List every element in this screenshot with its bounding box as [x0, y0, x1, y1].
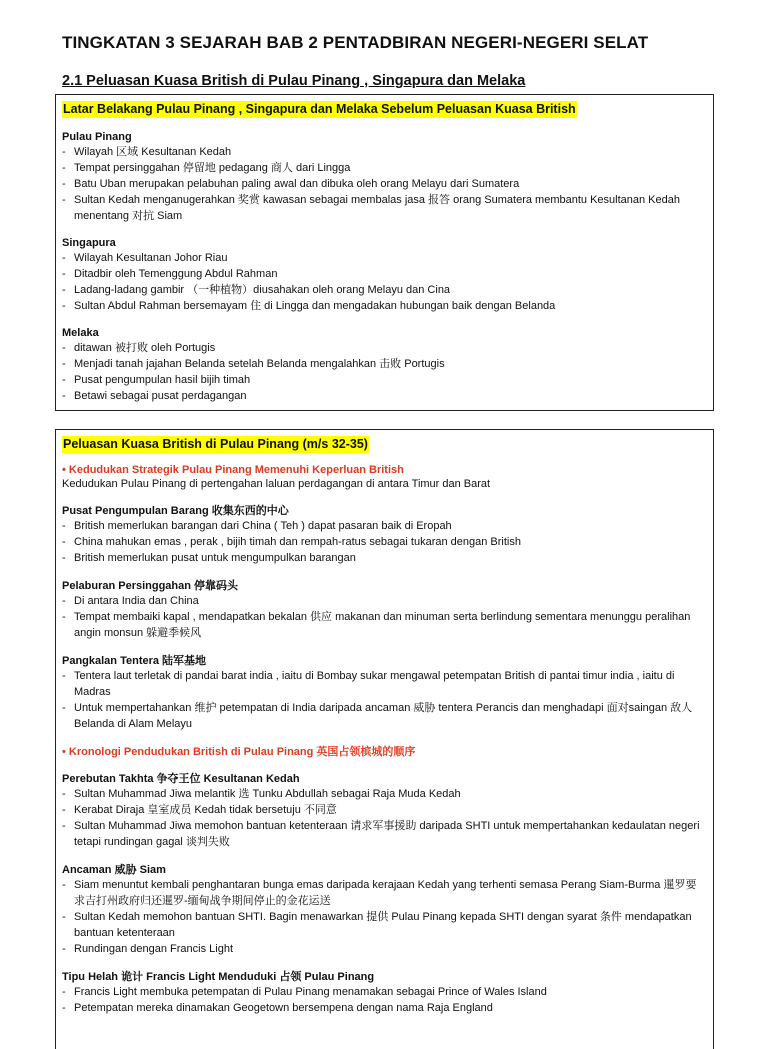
bullet-item: - Petempatan mereka dinamakan Geogetown bersempena dengan nama Raja England	[62, 1000, 707, 1016]
box2-sections-b	[62, 772, 707, 1016]
bullet-item: - Di antara India dan China	[62, 593, 707, 609]
bullet-list	[62, 518, 707, 566]
bullet-item: - China mahukan emas , perak , bijih timah dan rempah-ratus sebagai tukaran dengan British	[62, 534, 707, 550]
section-heading: Ancaman 威胁 Siam	[62, 864, 166, 876]
section-heading: Pusat Pengumpulan Barang 收集东西的中心	[62, 505, 289, 517]
section-heading: Perebutan Takhta 争夺王位 Kesultanan Kedah	[62, 773, 300, 785]
background-box	[55, 94, 714, 411]
bullet-list	[62, 984, 707, 1016]
bullet-item: - Francis Light membuka petempatan di Pulau Pinang menamakan sebagai Prince of Wales Island	[62, 984, 707, 1000]
section	[62, 504, 707, 566]
bullet-item: - Sultan Kedah memohon bantuan SHTI. Bagin menawarkan 提供 Pulau Pinang kepada SHTI dengan syarat 条件 mendapatkan bantuan ketenteraan	[62, 909, 707, 941]
section	[62, 863, 707, 957]
bullet-item: - Ladang-ladang gambir （一种植物）diusahakan oleh orang Melayu dan Cina	[62, 282, 707, 298]
point-chronology: • Kronologi Pendudukan British di Pulau Pinang 英国占领槟城的顺序	[62, 746, 416, 758]
section	[62, 130, 707, 224]
bullet-item: - Wilayah 区域 Kesultanan Kedah	[62, 144, 707, 160]
bullet-item: - Menjadi tanah jajahan Belanda setelah Belanda mengalahkan 击败 Portugis	[62, 356, 707, 372]
bullet-item: - Tentera laut terletak di pandai barat india , iaitu di Bombay sukar mengawal petempatan British di pantai timur india , iaitu di Madras	[62, 668, 707, 700]
section	[62, 236, 707, 314]
bullet-item: - Sultan Muhammad Jiwa memohon bantuan ketenteraan 请求军事援助 daripada SHTI untuk mempertahankan kedaulatan negeri tetapi rundingan gagal 谈判失败	[62, 818, 707, 850]
bullet-item: - Betawi sebagai pusat perdagangan	[62, 388, 707, 404]
section	[62, 654, 707, 732]
box1-heading: Latar Belakang Pulau Pinang , Singapura dan Melaka Sebelum Peluasan Kuasa British	[63, 102, 576, 116]
bullet-item: - Tempat membaiki kapal , mendapatkan bekalan 供应 makanan dan minuman serta berlindung sementara menunggu peralihan angin monsun 躲避季候风	[62, 609, 707, 641]
bullet-item: - Sultan Abdul Rahman bersemayam 住 di Lingga dan mengadakan hubungan baik dengan Belanda	[62, 298, 707, 314]
penang-expansion-box	[55, 429, 714, 1049]
point-strategic-position: • Kedudukan Strategik Pulau Pinang Memenuhi Keperluan British	[62, 464, 404, 476]
bullet-list	[62, 877, 707, 957]
section	[62, 579, 707, 641]
bullet-item: - Wilayah Kesultanan Johor Riau	[62, 250, 707, 266]
bullet-item: - British memerlukan pusat untuk mengumpulkan barangan	[62, 550, 707, 566]
section-heading: Singapura	[62, 237, 116, 249]
point-strategic-text: Kedudukan Pulau Pinang di pertengahan laluan perdagangan di antara Timur dan Barat	[62, 478, 491, 490]
bullet-item: - Untuk mempertahankan 维护 petempatan di India daripada ancaman 威胁 tentera Perancis dan menghadapi 面对saingan 敌人 Belanda di Alam Melayu	[62, 700, 707, 732]
bullet-item: - Rundingan dengan Francis Light	[62, 941, 707, 957]
bullet-item: - Kerabat Diraja 皇室成员 Kedah tidak bersetuju 不同意	[62, 802, 707, 818]
bullet-item: - Sultan Kedah menganugerahkan 奖赏 kawasan sebagai membalas jasa 报答 orang Sumatera membantu Kesultanan Kedah menentang 对抗 Siam	[62, 192, 707, 224]
bullet-list	[62, 144, 707, 224]
bullet-list	[62, 250, 707, 314]
section-heading: Pelaburan Persinggahan 停靠码头	[62, 580, 239, 592]
section	[62, 970, 707, 1016]
bullet-item: - ditawan 被打败 oleh Portugis	[62, 340, 707, 356]
section-heading: Pangkalan Tentera 陆军基地	[62, 655, 207, 667]
section-subtitle: 2.1 Peluasan Kuasa British di Pulau Pinang , Singapura dan Melaka	[62, 73, 526, 89]
bullet-list	[62, 668, 707, 732]
section	[62, 326, 707, 404]
section	[62, 772, 707, 850]
bullet-list	[62, 786, 707, 850]
section-heading: Tipu Helah 诡计 Francis Light Menduduki 占领 Pulau Pinang	[62, 971, 375, 983]
bullet-item: - Batu Uban merupakan pelabuhan paling awal dan dibuka oleh orang Melayu dari Sumatera	[62, 176, 707, 192]
bullet-item: - Pusat pengumpulan hasil bijih timah	[62, 372, 707, 388]
bullet-item: - Tempat persinggahan 停留地 pedagang 商人 dari Lingga	[62, 160, 707, 176]
bullet-item: - Siam menuntut kembali penghantaran bunga emas daripada kerajaan Kedah yang terhenti semasa Perang Siam-Burma 暹罗要求吉打州政府归还暹罗-缅甸战争期间停止的金花运送	[62, 877, 707, 909]
box2-heading: Peluasan Kuasa British di Pulau Pinang (m/s 32-35)	[63, 437, 368, 451]
bullet-item: - Ditadbir oleh Temenggung Abdul Rahman	[62, 266, 707, 282]
bullet-list	[62, 340, 707, 404]
bullet-list	[62, 593, 707, 641]
document-title: TINGKATAN 3 SEJARAH BAB 2 PENTADBIRAN NEGERI-NEGERI SELAT	[62, 33, 649, 52]
bullet-item: - Sultan Muhammad Jiwa melantik 选 Tunku Abdullah sebagai Raja Muda Kedah	[62, 786, 707, 802]
bullet-item: - British memerlukan barangan dari China ( Teh ) dapat pasaran baik di Eropah	[62, 518, 707, 534]
box2-sections-a	[62, 504, 707, 732]
section-heading: Melaka	[62, 327, 99, 339]
section-heading: Pulau Pinang	[62, 131, 132, 143]
box1-sections	[62, 130, 707, 404]
